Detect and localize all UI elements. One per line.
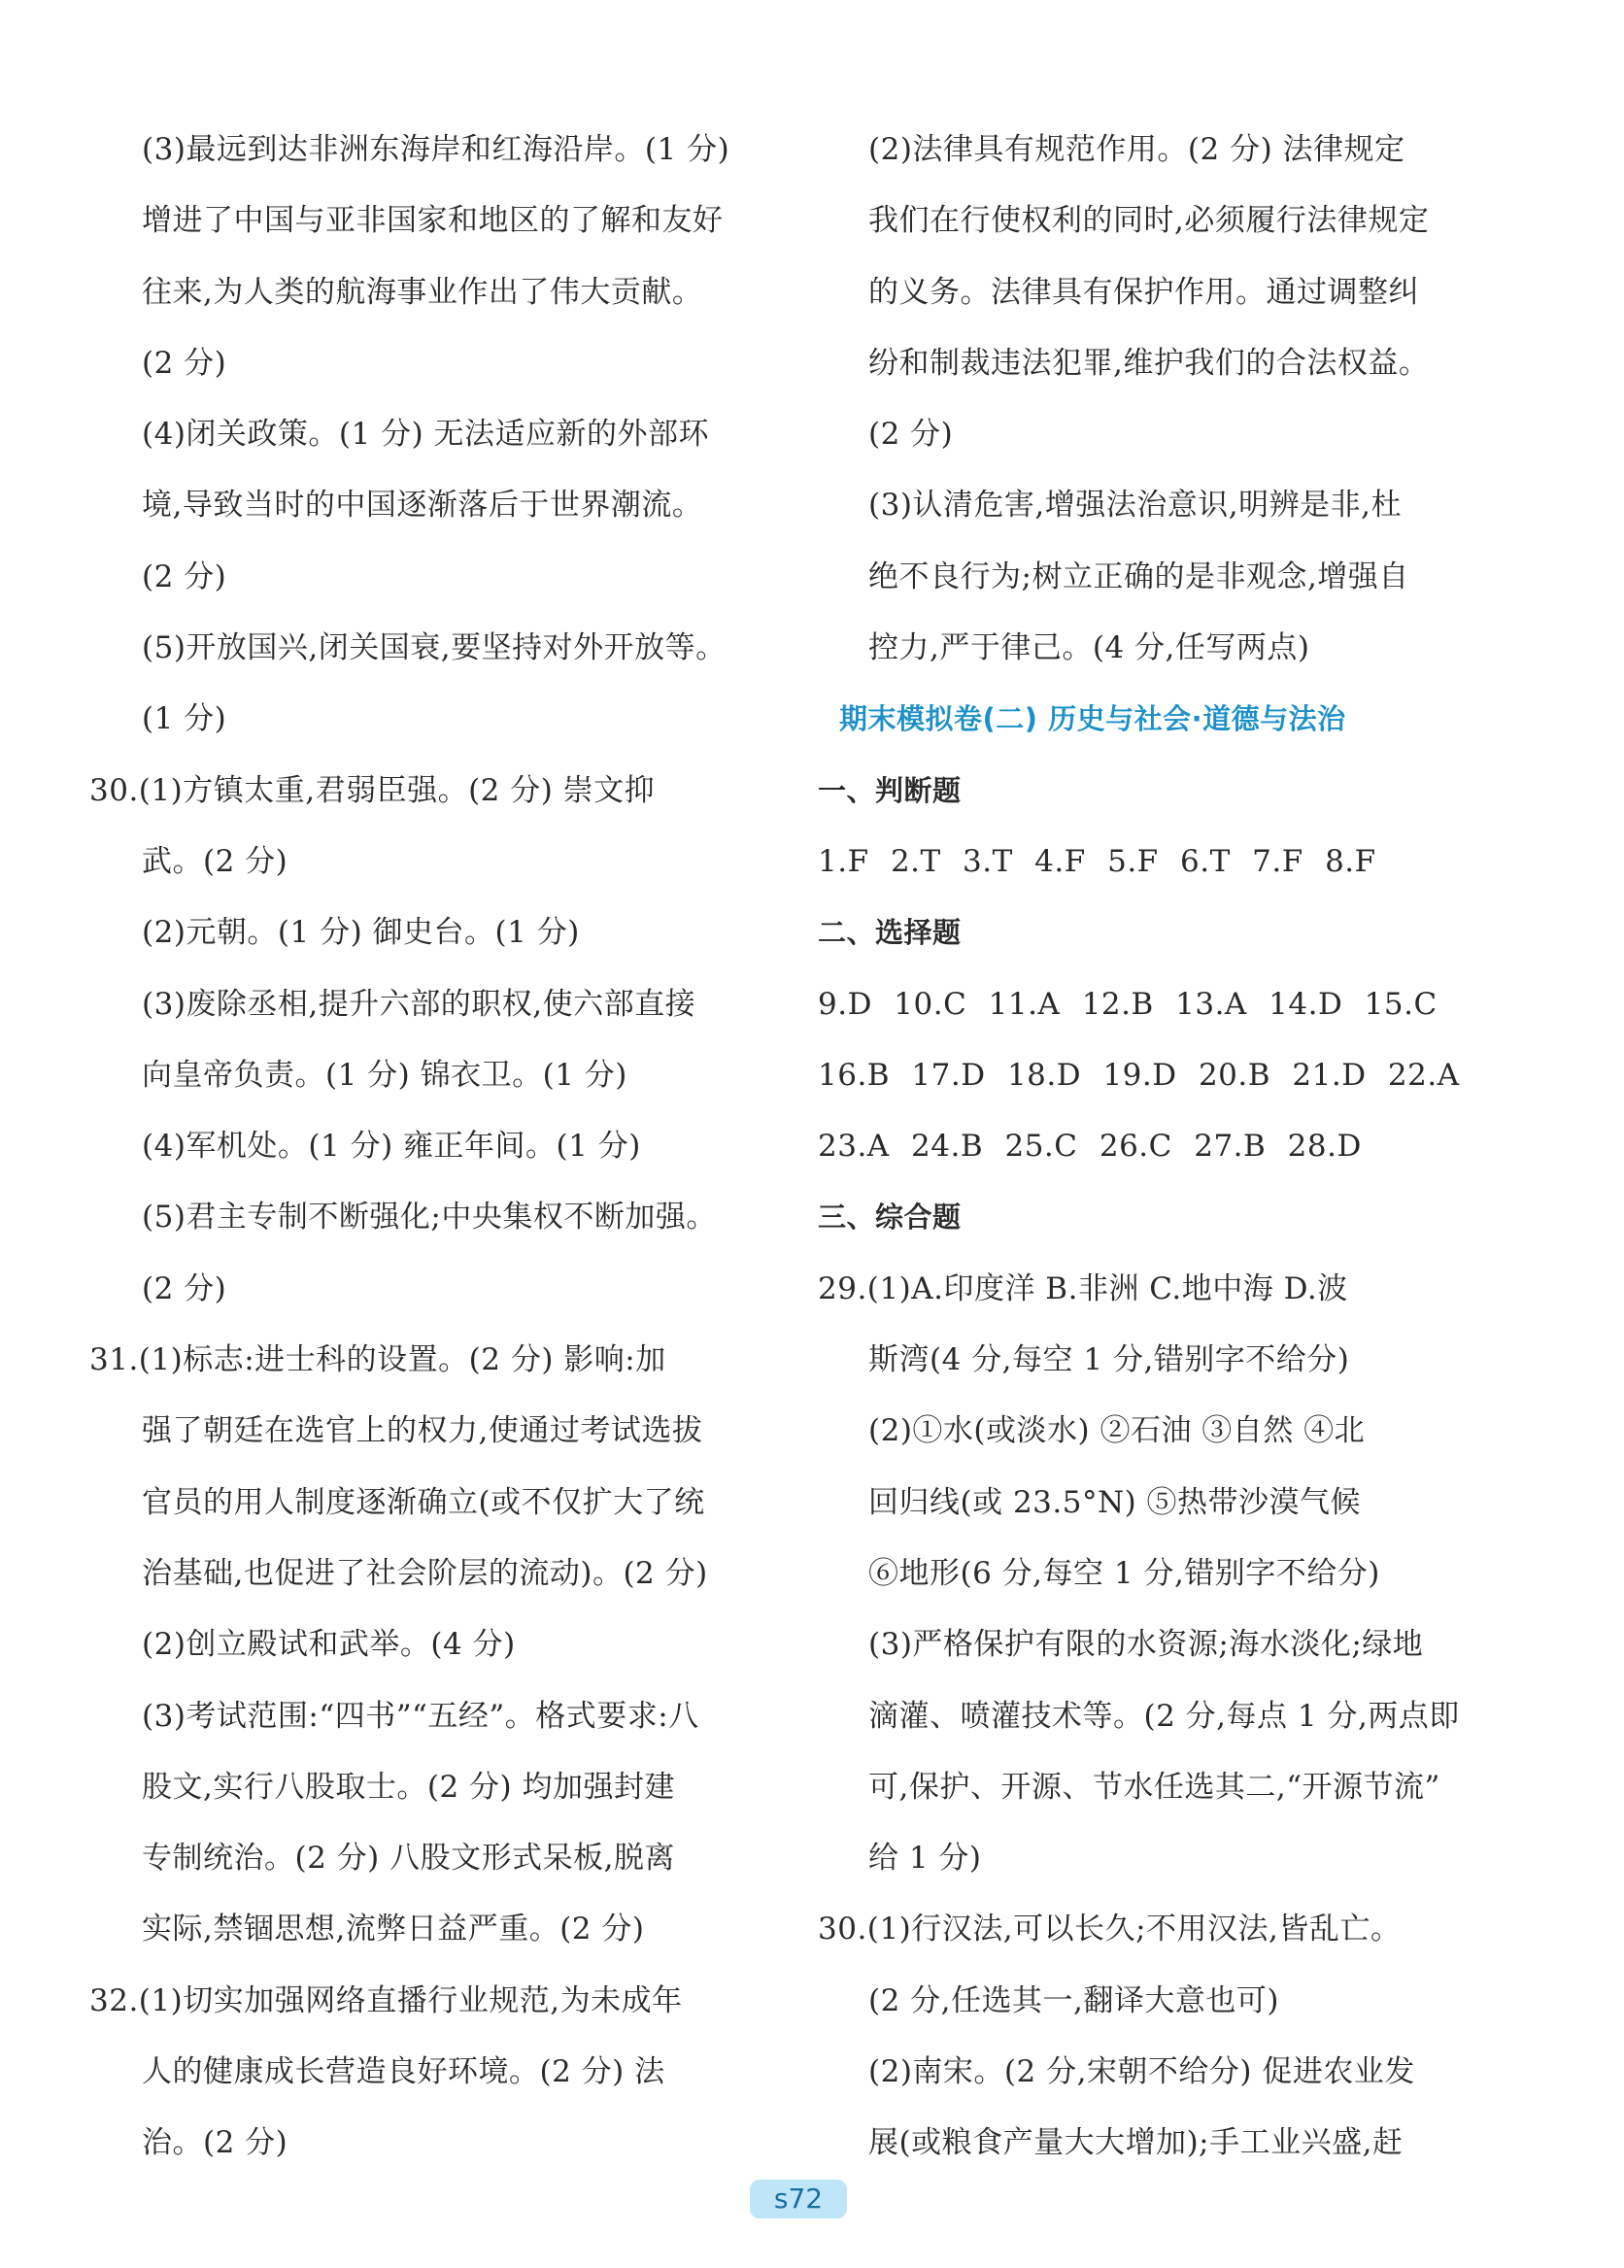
left-text-line: (3)考试范围:“四书”“五经”。格式要求:八	[142, 1698, 699, 1734]
right-text-line: (3)严格保护有限的水资源;海水淡化;绿地	[868, 1627, 1424, 1663]
left-text-line: 治基础,也促进了社会阶层的流动)。(2 分)	[142, 1555, 708, 1591]
left-text-line: 人的健康成长营造良好环境。(2 分) 法	[142, 2054, 665, 2090]
section-heading: 期末模拟卷(二) 历史与社会·道德与法治	[839, 702, 1346, 736]
right-text-line: (2 分)	[868, 417, 954, 453]
left-text-line: (5)开放国兴,闭关国衰,要坚持对外开放等。	[142, 630, 727, 666]
left-text-line: (4)闭关政策。(1 分) 无法适应新的外部环	[142, 417, 710, 453]
left-text-line: (2 分)	[142, 345, 227, 381]
left-text-line: 增进了中国与亚非国家和地区的了解和友好	[142, 203, 724, 239]
left-text-line: 官员的用人制度逐渐确立(或不仅扩大了统	[142, 1484, 705, 1520]
right-text-line: 我们在行使权利的同时,必须履行法律规定	[868, 203, 1430, 239]
right-text-line: (2)南宋。(2 分,宋朝不给分) 促进农业发	[868, 2054, 1415, 2090]
right-text-line: (2)①水(或淡水) ②石油 ③自然 ④北	[868, 1413, 1366, 1449]
right-text-line: 给 1 分)	[868, 1841, 982, 1877]
right-text-line: ⑥地形(6 分,每空 1 分,错别字不给分)	[868, 1555, 1380, 1591]
right-text-line: 30.(1)行汉法,可以长久;不用汉法,皆乱亡。	[818, 1912, 1402, 1947]
section-heading: 一、判断题	[818, 773, 962, 807]
left-text-line: 治。(2 分)	[142, 2125, 288, 2161]
right-text-line: (2 分,任选其一,翻译大意也可)	[868, 1982, 1279, 2018]
left-text-line: (2 分)	[142, 1270, 227, 1306]
right-text-line: 绝不良行为;树立正确的是非观念,增强自	[868, 559, 1409, 594]
right-text-line: 16.B 17.D 18.D 19.D 20.B 21.D 22.A	[818, 1057, 1460, 1093]
left-text-line: 30.(1)方镇太重,君弱臣强。(2 分) 崇文抑	[89, 772, 656, 808]
left-text-line: 实际,禁锢思想,流弊日益严重。(2 分)	[142, 1912, 645, 1947]
left-text-line: 向皇帝负责。(1 分) 锦衣卫。(1 分)	[142, 1057, 627, 1093]
right-text-line: 斯湾(4 分,每空 1 分,错别字不给分)	[868, 1342, 1350, 1378]
right-column	[818, 115, 1498, 2180]
right-text-line: 控力,严于律己。(4 分,任写两点)	[868, 630, 1310, 666]
right-text-line: 回归线(或 23.5°N) ⑤热带沙漠气候	[868, 1484, 1362, 1520]
left-text-line: (1 分)	[142, 701, 227, 737]
left-text-line: 强了朝廷在选官上的权力,使通过考试选拔	[142, 1413, 703, 1449]
left-column	[89, 115, 769, 2180]
right-text-line: 1.F 2.T 3.T 4.F 5.F 6.T 7.F 8.F	[818, 843, 1376, 879]
left-text-line: (3)最远到达非洲东海岸和红海沿岸。(1 分)	[142, 132, 730, 167]
left-text-line: 31.(1)标志:进士科的设置。(2 分) 影响:加	[89, 1342, 666, 1378]
right-text-line: 纷和制裁违法犯罪,维护我们的合法权益。	[868, 345, 1430, 381]
left-text-line: (5)君主专制不断强化;中央集权不断加强。	[142, 1200, 717, 1236]
section-heading: 二、选择题	[818, 916, 962, 950]
right-text-line: (2)法律具有规范作用。(2 分) 法律规定	[868, 132, 1405, 167]
right-text-line: 可,保护、开源、节水任选其二,“开源节流”	[868, 1769, 1440, 1805]
page-number-badge: s72	[750, 2180, 847, 2218]
right-text-line: 23.A 24.B 25.C 26.C 27.B 28.D	[818, 1129, 1362, 1165]
left-text-line: 股文,实行八股取士。(2 分) 均加强封建	[142, 1769, 675, 1805]
left-text-line: 32.(1)切实加强网络直播行业规范,为未成年	[89, 1982, 683, 2018]
left-text-line: (2)创立殿试和武举。(4 分)	[142, 1627, 516, 1663]
left-text-line: 往来,为人类的航海事业作出了伟大贡献。	[142, 274, 703, 310]
left-text-line: 境,导致当时的中国逐渐落后于世界潮流。	[142, 488, 703, 524]
right-text-line: 展(或粮食产量大大增加);手工业兴盛,赶	[868, 2125, 1404, 2161]
left-text-line: (3)废除丞相,提升六部的职权,使六部直接	[142, 986, 696, 1022]
right-text-line: 9.D 10.C 11.A 12.B 13.A 14.D 15.C	[818, 986, 1438, 1022]
section-heading: 三、综合题	[818, 1201, 962, 1235]
left-text-line: (4)军机处。(1 分) 雍正年间。(1 分)	[142, 1129, 641, 1165]
right-text-line: 的义务。法律具有保护作用。通过调整纠	[868, 274, 1419, 310]
left-text-line: 武。(2 分)	[142, 843, 288, 879]
left-text-line: (2)元朝。(1 分) 御史台。(1 分)	[142, 915, 580, 951]
right-text-line: (3)认清危害,增强法治意识,明辨是非,杜	[868, 488, 1402, 524]
left-text-line: 专制统治。(2 分) 八股文形式呆板,脱离	[142, 1841, 675, 1877]
right-text-line: 29.(1)A.印度洋 B.非洲 C.地中海 D.波	[818, 1270, 1348, 1306]
right-text-line: 滴灌、喷灌技术等。(2 分,每点 1 分,两点即	[868, 1698, 1460, 1734]
left-text-line: (2 分)	[142, 559, 227, 594]
